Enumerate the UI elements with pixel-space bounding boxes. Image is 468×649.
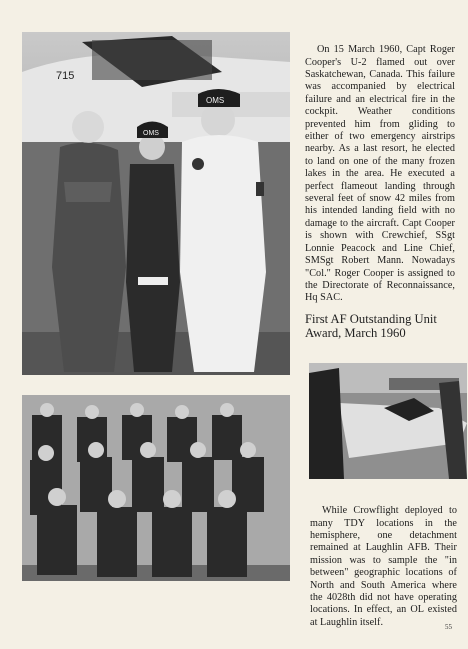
photo-cooper-crew-image — [22, 32, 290, 375]
photo-cooper-crew — [22, 32, 290, 375]
crowflight-paragraph: While Crowflight deployed to many TDY locations in the hemisphere, one detachment remained at Laughlin AFB. Their mission was to sample the "in between" geographic locations of North and South America where the 4028th did not have operating locations. In effect, an OL existed at Laughlin itself. — [310, 505, 457, 628]
photo-plane-crew — [309, 363, 467, 479]
photo-unit-group-image — [22, 395, 290, 581]
cap-badge-middle: OMS — [143, 130, 159, 137]
photo-plane-crew-image — [309, 363, 467, 479]
award-heading: First AF Outstanding Unit Award, March 1960 — [305, 312, 437, 340]
cap-badge-right: OMS — [206, 96, 225, 105]
story-paragraph: On 15 March 1960, Capt Roger Cooper's U-2 flamed out over Saskatchewan, Canada. This failure was accompanied by electrical failure and an electrical fire in the cockpit. Weather conditions prevented him from gliding to either of two emergency airstrips nearby. As a last resort, he elected to land on one of the many frozen lakes in the area. He executed a perfect flameout landing through several feet of snow 42 miles from his intended landing field with no damage to the aircraft. Capt Cooper is shown with Crewchief, SSgt Lonnie Peacock and Line Chief, SMSgt Robert Mann. Nowadays "Col." Roger Cooper is assigned to the Directorate of Reconnaissance, Hq SAC. — [305, 44, 455, 304]
page-number: 55 — [445, 623, 452, 631]
tail-number: 715 — [56, 70, 75, 82]
photo-unit-group — [22, 395, 290, 581]
